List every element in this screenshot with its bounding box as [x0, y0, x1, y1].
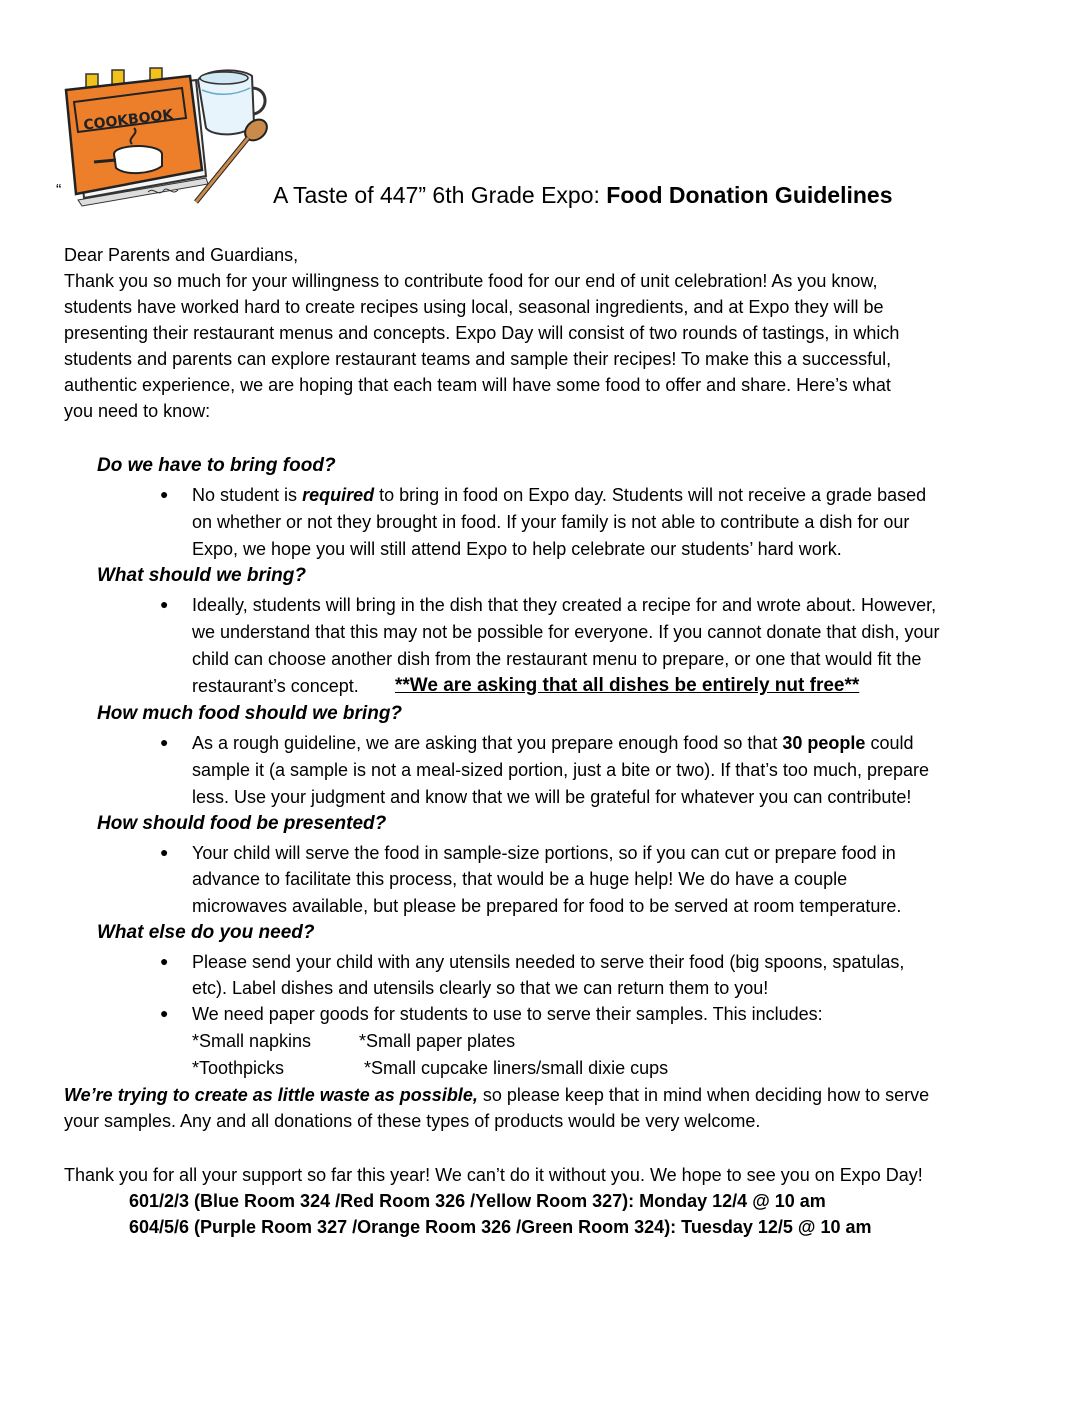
title-plain: A Taste of 447” 6th Grade Expo: [273, 182, 607, 208]
q1-emphasis: required [302, 485, 375, 505]
q1-text: No student is [192, 485, 303, 505]
q5-line: etc). Label dishes and utensils clearly so that we can return them to you! [192, 978, 769, 998]
q1-line: on whether or not they brought in food. If your family is not able to contribute a dish for our [192, 512, 910, 532]
bullet: ● [160, 1005, 169, 1021]
question-heading: How should food be presented? [97, 813, 387, 834]
supply-item: *Toothpicks [192, 1058, 285, 1078]
q3-emphasis: 30 people [782, 733, 866, 753]
supply-item: *Small cupcake liners/small dixie cups [364, 1058, 669, 1078]
bullet: ● [160, 734, 169, 750]
q1-line: Expo, we hope you will still attend Expo to help celebrate our students’ hard work. [192, 539, 842, 559]
q3-text: could [865, 733, 914, 753]
intro-line: students have worked hard to create recipes using local, seasonal ingredients, and at Expo they will be [64, 297, 884, 317]
q3-line: less. Use your judgment and know that we will be grateful for whatever you can contribute! [192, 787, 912, 807]
waste-emphasis: We’re trying to create as little waste as possible, [64, 1085, 478, 1105]
bullet: ● [160, 953, 169, 969]
q2-line: Ideally, students will bring in the dish that they created a recipe for and wrote about. However, [192, 595, 937, 615]
schedule-line: 604/5/6 (Purple Room 327 /Orange Room 326 /Green Room 324): Tuesday 12/5 @ 10 am [129, 1217, 872, 1237]
closing-thanks: Thank you for all your support so far this year! We can’t do it without you. We hope to see you on Expo Day! [64, 1165, 923, 1185]
q1-line [192, 482, 926, 508]
q4-line: microwaves available, but please be prepared for food to be served at room temperature. [192, 896, 902, 916]
logo-title: COOKBOOK [82, 106, 175, 134]
question-heading: Do we have to bring food? [97, 455, 336, 476]
question-heading: What else do you need? [97, 922, 315, 943]
waste-text: so please keep that in mind when deciding how to serve [477, 1085, 930, 1105]
q3-line: sample it (a sample is not a meal-sized portion, just a bite or two). If that’s too much, prepare [192, 760, 930, 780]
nut-free-notice: **We are asking that all dishes be entirely nut free** [395, 675, 860, 696]
supply-item: *Small paper plates [359, 1031, 516, 1051]
bullet: ● [160, 844, 169, 860]
q4-line: advance to facilitate this process, that would be a huge help! We do have a couple [192, 869, 848, 889]
question-heading: What should we bring? [97, 565, 306, 586]
intro-line: authentic experience, we are hoping that each team will have some food to offer and share. Here’s what [64, 375, 891, 395]
waste-note-line: your samples. Any and all donations of these types of products would be very welcome. [64, 1111, 761, 1131]
q2-line: we understand that this may not be possible for everyone. If you cannot donate that dish, your [192, 622, 940, 642]
q1-text: to bring in food on Expo day. Students will not receive a grade based [374, 485, 927, 505]
intro-line: you need to know: [64, 401, 211, 421]
open-quote: “ [56, 182, 62, 199]
cookbook-logo [56, 66, 282, 210]
q3-text: As a rough guideline, we are asking that you prepare enough food so that [192, 733, 783, 753]
bullet: ● [160, 486, 169, 502]
q2-line: child can choose another dish from the restaurant menu to prepare, or one that would fit the [192, 649, 922, 669]
q4-line: Your child will serve the food in sample-size portions, so if you can cut or prepare food in [192, 843, 896, 863]
schedule-line: 601/2/3 (Blue Room 324 /Red Room 326 /Yellow Room 327): Monday 12/4 @ 10 am [129, 1191, 826, 1211]
bullet: ● [160, 596, 169, 612]
question-heading: How much food should we bring? [97, 703, 403, 724]
intro-line: Thank you so much for your willingness to contribute food for our end of unit celebration! As you know, [64, 271, 878, 291]
intro-line: presenting their restaurant menus and concepts. Expo Day will consist of two rounds of tastings, in which [64, 323, 900, 343]
title-bold: Food Donation Guidelines [606, 182, 893, 208]
supply-item: *Small napkins [192, 1031, 312, 1051]
q3-line [192, 730, 913, 756]
waste-note [64, 1082, 929, 1108]
q2-line: restaurant’s concept. [192, 676, 359, 696]
q5-line: Please send your child with any utensils needed to serve their food (big spoons, spatulas, [192, 952, 905, 972]
salutation: Dear Parents and Guardians, [64, 245, 299, 265]
page-title [273, 182, 893, 209]
q5-line: We need paper goods for students to use to serve their samples. This includes: [192, 1004, 823, 1024]
intro-line: students and parents can explore restaurant teams and sample their recipes! To make this a successful, [64, 349, 892, 369]
